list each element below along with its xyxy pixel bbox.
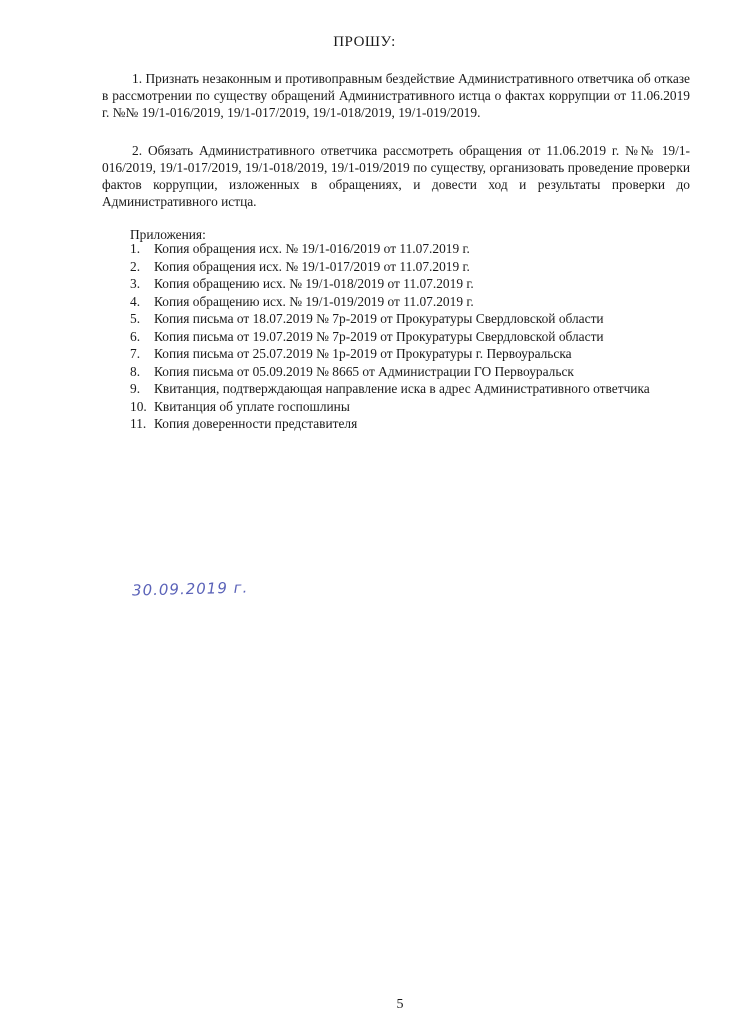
attachment-text: Копия письма от 19.07.2019 № 7р-2019 от Прокуратуры Свердловской области xyxy=(154,328,604,344)
attachment-text: Квитанция об уплате госпошлины xyxy=(154,398,350,414)
attachment-item xyxy=(130,345,690,363)
request-heading: ПРОШУ: xyxy=(333,34,396,50)
attachment-item xyxy=(130,293,690,311)
attachment-text: Копия письма от 05.09.2019 № 8665 от Администрации ГО Первоуральск xyxy=(154,363,574,379)
attachments-list xyxy=(130,240,690,433)
attachment-text: Копия письма от 25.07.2019 № 1р-2019 от Прокуратуры г. Первоуральска xyxy=(154,346,572,361)
attachment-number: 4. xyxy=(130,293,141,309)
attachment-item xyxy=(130,275,690,293)
attachment-item xyxy=(130,240,690,258)
attachment-text: Копия обращению исх. № 19/1-019/2019 от 11.07.2019 г. xyxy=(154,293,474,309)
attachment-number: 2. xyxy=(130,258,141,274)
attachment-text: Копия письма от 18.07.2019 № 7р-2019 от Прокуратуры Свердловской области xyxy=(154,311,604,326)
attachment-item xyxy=(130,363,690,381)
attachment-number: 9. xyxy=(130,381,141,396)
attachment-text: Копия обращению исх. № 19/1-018/2019 от 11.07.2019 г. xyxy=(154,276,474,291)
attachment-item xyxy=(130,310,690,328)
attachment-item xyxy=(130,328,690,346)
attachment-number: 7. xyxy=(130,346,141,361)
request-item-1-text: Признать незаконным и противоправным бездействие Административного ответчика об отказе в рассмотрении по существу обращений Административного истца о фактах коррупции от 11.06.2019 г. №№ 19/1-016/2019, 19/1-017/2019, 19/1-018/2019, 19/1-019/2019. xyxy=(102,71,690,120)
request-item-1-number: 1. xyxy=(132,71,143,86)
attachment-number: 6. xyxy=(130,328,141,344)
attachment-text: Копия обращения исх. № 19/1-016/2019 от 11.07.2019 г. xyxy=(154,241,470,256)
handwritten-date: 30.09.2019 г. xyxy=(131,578,249,600)
attachment-number: 10. xyxy=(130,398,147,414)
attachment-item xyxy=(130,415,690,433)
attachments-title: Приложения: xyxy=(130,227,206,242)
attachment-number: 5. xyxy=(130,311,141,326)
attachment-number: 1. xyxy=(130,241,141,256)
attachment-item xyxy=(130,380,690,398)
attachment-number: 3. xyxy=(130,276,141,291)
attachment-text: Квитанция, подтверждающая направление иска в адрес Административного ответчика xyxy=(154,381,650,396)
request-item-2-text: Обязать Административного ответчика рассмотреть обращения от 11.06.2019 г. №№ 19/1-016/2019, 19/1-017/2019, 19/1-018/2019, 19/1-019/2019 по существу, организовать проведение проверки фактов коррупции, изложенных в обращениях, и довести ход и результаты проверки до Административного истца. xyxy=(102,143,690,209)
attachment-item xyxy=(130,258,690,276)
attachment-text: Копия обращения исх. № 19/1-017/2019 от 11.07.2019 г. xyxy=(154,258,470,274)
attachment-number: 11. xyxy=(130,416,147,431)
request-item-2 xyxy=(102,142,690,210)
page-number: 5 xyxy=(396,997,404,1012)
attachment-number: 8. xyxy=(130,363,141,379)
request-item-1 xyxy=(102,70,690,121)
request-item-2-number: 2. xyxy=(132,143,143,158)
attachment-text: Копия доверенности представителя xyxy=(154,416,358,431)
attachment-item xyxy=(130,398,690,416)
